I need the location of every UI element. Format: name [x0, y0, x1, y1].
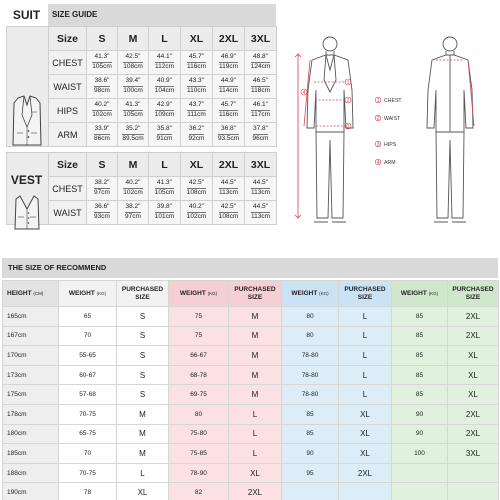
- cm-value: 93.5cm: [217, 135, 240, 142]
- recommend-row: [3, 483, 499, 500]
- inch-value: 36.2": [189, 125, 204, 133]
- purchased-size-cell: 2XL: [448, 326, 499, 346]
- cm-value: 104cm: [154, 87, 175, 94]
- marker-1: 1: [346, 79, 350, 86]
- inch-value: 44.5": [221, 179, 236, 187]
- weight-cell: 66-67: [169, 346, 229, 366]
- inch-value: 41.3": [125, 101, 141, 109]
- marker-4: 4: [302, 89, 306, 96]
- cm-value: 113cm: [250, 189, 271, 196]
- cm-value: 118cm: [250, 87, 271, 94]
- inch-value: 40.9": [157, 77, 172, 85]
- weight-cell: [282, 483, 339, 500]
- height-cell: 178cm: [3, 404, 59, 424]
- size-column-header: XL: [181, 153, 213, 177]
- measure-cell: [245, 51, 277, 75]
- purchased-size-cell: S: [117, 326, 169, 346]
- purchased-size-cell: XL: [117, 483, 169, 500]
- inch-value: 36.6": [94, 203, 110, 211]
- purchased-size-cell: 2XL: [448, 307, 499, 327]
- inch-value: 38.2": [94, 179, 110, 187]
- marker-3: 3: [346, 123, 350, 130]
- cm-value: 116cm: [186, 63, 207, 70]
- recommend-row: [3, 385, 499, 405]
- weight-cell: 70: [59, 444, 117, 464]
- weight-header: WEIGHT (KG): [282, 281, 339, 307]
- weight-cell: 78: [59, 483, 117, 500]
- weight-cell: 65-75: [59, 424, 117, 444]
- purchased-size-cell: L: [229, 424, 282, 444]
- weight-cell: 75-85: [169, 444, 229, 464]
- measure-cell: [149, 123, 181, 147]
- cm-value: 89.5cm: [122, 135, 144, 142]
- recommend-row: [3, 444, 499, 464]
- weight-header: WEIGHT (KG): [392, 281, 448, 307]
- cm-value: 112cm: [154, 63, 175, 70]
- inch-value: 46.9": [221, 53, 236, 61]
- measure-cell: [87, 177, 118, 201]
- measure-cell: [245, 99, 277, 123]
- measure-cell: [213, 201, 245, 225]
- size-column-header: 2XL: [213, 27, 245, 51]
- cm-value: 108cm: [123, 63, 143, 70]
- vest-label: VEST: [10, 173, 43, 187]
- purchased-size-cell: S: [117, 307, 169, 327]
- measure-cell: [245, 177, 277, 201]
- weight-cell: 78-80: [282, 346, 339, 366]
- cm-value: 98cm: [94, 87, 110, 94]
- inch-value: 35.2": [125, 125, 141, 133]
- height-cell: 185cm: [3, 444, 59, 464]
- recommend-row: [3, 346, 499, 366]
- purchased-size-cell: XL: [339, 424, 392, 444]
- weight-cell: 85: [392, 326, 448, 346]
- weight-cell: 75-80: [169, 424, 229, 444]
- inch-value: 38.6": [94, 77, 110, 85]
- vest-icon: [8, 193, 46, 233]
- purchased-size-cell: L: [339, 385, 392, 405]
- cm-value: 100cm: [123, 87, 143, 94]
- recommend-row: [3, 307, 499, 327]
- size-column-header: S: [87, 153, 118, 177]
- inch-value: 44.5": [253, 203, 268, 211]
- purchased-size-header: PURCHASED SIZE: [229, 281, 282, 307]
- weight-cell: 80: [282, 326, 339, 346]
- cm-value: 111cm: [187, 111, 206, 118]
- purchased-size-cell: L: [339, 326, 392, 346]
- purchased-size-cell: M: [117, 444, 169, 464]
- weight-cell: 90: [282, 444, 339, 464]
- weight-cell: 65: [59, 307, 117, 327]
- cm-value: 105cm: [92, 63, 112, 70]
- recommend-row: [3, 326, 499, 346]
- measurement-diagram: [290, 30, 495, 230]
- weight-cell: 78-80: [282, 385, 339, 405]
- cm-value: 117cm: [250, 111, 271, 118]
- purchased-size-cell: M: [229, 307, 282, 327]
- measure-cell: [118, 123, 149, 147]
- size-header: Size: [49, 153, 87, 177]
- cm-value: 97cm: [125, 213, 141, 220]
- weight-cell: 95: [282, 463, 339, 483]
- legend-num-arm: 4: [376, 159, 380, 166]
- size-column-header: M: [118, 27, 149, 51]
- weight-header: WEIGHT (KG): [59, 281, 117, 307]
- vest-size-header-row: [7, 153, 277, 177]
- measure-cell: [149, 201, 181, 225]
- cm-value: 116cm: [218, 111, 239, 118]
- purchased-size-cell: L: [117, 463, 169, 483]
- cm-value: 86cm: [94, 135, 110, 142]
- measure-cell: [181, 99, 213, 123]
- legend-waist: WAIST: [384, 116, 401, 122]
- inch-value: 38.2": [125, 203, 141, 211]
- inch-value: 40.2": [125, 179, 141, 187]
- measure-cell: [87, 201, 118, 225]
- purchased-size-cell: 2XL: [448, 404, 499, 424]
- cm-value: 96cm: [252, 135, 269, 142]
- measure-cell: [149, 99, 181, 123]
- cm-value: 108cm: [186, 189, 207, 196]
- measure-cell: [149, 51, 181, 75]
- inch-value: 42.5": [125, 53, 141, 61]
- inch-value: 46.1": [253, 101, 268, 109]
- purchased-size-cell: XL: [448, 365, 499, 385]
- weight-cell: 85: [282, 424, 339, 444]
- purchased-size-cell: XL: [448, 385, 499, 405]
- weight-cell: 68-78: [169, 365, 229, 385]
- purchased-size-cell: S: [117, 385, 169, 405]
- recommend-header-row: [3, 281, 499, 307]
- weight-header: WEIGHT (KG): [169, 281, 229, 307]
- size-guide-table: [6, 26, 277, 225]
- purchased-size-cell: 2XL: [229, 483, 282, 500]
- suit-label: SUIT: [12, 8, 41, 22]
- height-cell: 173cm: [3, 365, 59, 385]
- inch-value: 44.9": [221, 77, 236, 85]
- weight-cell: 82: [169, 483, 229, 500]
- measure-cell: [87, 99, 118, 123]
- weight-cell: 55-65: [59, 346, 117, 366]
- weight-cell: 57-68: [59, 385, 117, 405]
- size-column-header: L: [149, 27, 181, 51]
- weight-cell: 85: [392, 346, 448, 366]
- inch-value: 43.7": [189, 101, 204, 109]
- height-cell: 170cm: [3, 346, 59, 366]
- size-column-header: XL: [181, 27, 213, 51]
- weight-cell: 78-80: [282, 365, 339, 385]
- inch-value: 46.5": [253, 77, 268, 85]
- size-column-header: 3XL: [245, 153, 277, 177]
- height-cell: 167cm: [3, 326, 59, 346]
- weight-cell: 90: [392, 424, 448, 444]
- legend-num-chest: 1: [376, 97, 380, 104]
- measure-cell: [118, 51, 149, 75]
- cm-value: 102cm: [92, 111, 112, 118]
- cm-value: 92cm: [188, 135, 205, 142]
- inch-value: 40.2": [189, 203, 204, 211]
- inch-value: 39.4": [125, 77, 141, 85]
- measure-cell: [87, 123, 118, 147]
- measure-cell: [213, 99, 245, 123]
- cm-value: 109cm: [154, 111, 175, 118]
- inch-value: 42.5": [221, 203, 236, 211]
- recommend-row: [3, 463, 499, 483]
- recommend-row: [3, 424, 499, 444]
- back-measure-lines: [436, 60, 474, 126]
- measure-label: CHEST: [49, 51, 87, 75]
- purchased-size-cell: M: [229, 326, 282, 346]
- weight-cell: 100: [392, 444, 448, 464]
- weight-cell: 70: [59, 326, 117, 346]
- suit-figure-illustration: [290, 30, 495, 230]
- inch-value: 45.7": [189, 53, 204, 61]
- measure-cell: [149, 75, 181, 99]
- inch-value: 42.5": [189, 179, 204, 187]
- measure-cell: [245, 201, 277, 225]
- size-header: Size: [49, 27, 87, 51]
- measure-cell: [181, 177, 213, 201]
- weight-cell: 75: [169, 326, 229, 346]
- weight-cell: [392, 463, 448, 483]
- purchased-size-cell: [448, 483, 499, 500]
- purchased-size-cell: XL: [448, 346, 499, 366]
- cm-value: 102cm: [123, 189, 143, 196]
- measure-label: HIPS: [49, 99, 87, 123]
- front-measure-lines: [295, 54, 346, 218]
- measure-cell: [213, 123, 245, 147]
- cm-value: 101cm: [154, 213, 175, 220]
- inch-value: 43.3": [189, 77, 204, 85]
- weight-cell: 85: [282, 404, 339, 424]
- suit-jacket-icon: [8, 90, 46, 152]
- measure-cell: [149, 177, 181, 201]
- measure-cell: [245, 75, 277, 99]
- purchased-size-cell: M: [117, 404, 169, 424]
- weight-cell: 70-75: [59, 463, 117, 483]
- legend-num-hips: 3: [376, 141, 380, 148]
- size-column-header: L: [149, 153, 181, 177]
- cm-value: 108cm: [218, 213, 239, 220]
- measure-cell: [181, 123, 213, 147]
- purchased-size-cell: 2XL: [448, 424, 499, 444]
- measure-cell: [213, 75, 245, 99]
- purchased-size-cell: XL: [229, 463, 282, 483]
- measure-label: CHEST: [49, 177, 87, 201]
- weight-cell: 85: [392, 385, 448, 405]
- weight-cell: 60-67: [59, 365, 117, 385]
- measure-label: ARM: [49, 123, 87, 147]
- weight-cell: 80: [169, 404, 229, 424]
- purchased-size-cell: [339, 483, 392, 500]
- inch-value: 44.5": [253, 179, 268, 187]
- suit-size-header-row: [7, 27, 277, 51]
- purchased-size-cell: S: [117, 346, 169, 366]
- cm-value: 105cm: [123, 111, 143, 118]
- size-column-header: M: [118, 153, 149, 177]
- purchased-size-header: PURCHASED SIZE: [448, 281, 499, 307]
- cm-value: 102cm: [186, 213, 207, 220]
- size-guide-title: SIZE GUIDE: [48, 4, 276, 26]
- purchased-size-cell: XL: [339, 404, 392, 424]
- measure-cell: [245, 123, 277, 147]
- cm-value: 119cm: [218, 63, 239, 70]
- cm-value: 97cm: [94, 189, 110, 196]
- legend-num-waist: 2: [376, 115, 380, 122]
- purchased-size-cell: 3XL: [448, 444, 499, 464]
- size-column-header: 2XL: [213, 153, 245, 177]
- measure-cell: [181, 51, 213, 75]
- purchased-size-header: PURCHASED SIZE: [117, 281, 169, 307]
- purchased-size-cell: [448, 463, 499, 483]
- purchased-size-cell: XL: [339, 444, 392, 464]
- inch-value: 40.2": [94, 101, 110, 109]
- inch-value: 37.8": [253, 125, 268, 133]
- purchased-size-cell: L: [229, 404, 282, 424]
- weight-cell: 85: [392, 365, 448, 385]
- purchased-size-cell: 2XL: [339, 463, 392, 483]
- measure-cell: [87, 51, 118, 75]
- measure-cell: [181, 201, 213, 225]
- cm-value: 91cm: [156, 135, 173, 142]
- purchased-size-cell: M: [117, 424, 169, 444]
- height-cell: 165cm: [3, 307, 59, 327]
- measure-cell: [118, 201, 149, 225]
- cm-value: 105cm: [154, 189, 175, 196]
- purchased-size-cell: M: [229, 385, 282, 405]
- measure-cell: [213, 51, 245, 75]
- purchased-size-header: PURCHASED SIZE: [339, 281, 392, 307]
- weight-cell: 75: [169, 307, 229, 327]
- inch-value: 48.8": [253, 53, 268, 61]
- weight-cell: 80: [282, 307, 339, 327]
- weight-cell: 78-90: [169, 463, 229, 483]
- height-cell: 175cm: [3, 385, 59, 405]
- height-cell: 190cm: [3, 483, 59, 500]
- inch-value: 45.7": [221, 101, 236, 109]
- purchased-size-cell: L: [339, 365, 392, 385]
- recommend-title: THE SIZE OF RECOMMEND: [2, 258, 498, 278]
- weight-cell: 70-75: [59, 404, 117, 424]
- legend-hips: HIPS: [384, 142, 397, 148]
- purchased-size-cell: L: [339, 346, 392, 366]
- back-figure: [427, 37, 473, 222]
- recommend-row: [3, 365, 499, 385]
- inch-value: 44.1": [157, 53, 172, 61]
- legend-arm: ARM: [384, 160, 396, 166]
- inch-value: 36.8": [221, 125, 236, 133]
- weight-cell: 85: [392, 307, 448, 327]
- cm-value: 113cm: [250, 213, 271, 220]
- size-column-header: S: [87, 27, 118, 51]
- inch-value: 35.8": [157, 125, 172, 133]
- purchased-size-cell: S: [117, 365, 169, 385]
- cm-value: 113cm: [218, 189, 239, 196]
- measure-cell: [118, 177, 149, 201]
- recommend-table: [2, 280, 499, 500]
- inch-value: 39.8": [157, 203, 172, 211]
- height-header: HEIGHT (CM): [3, 281, 59, 307]
- measure-cell: [181, 75, 213, 99]
- purchased-size-cell: L: [229, 444, 282, 464]
- marker-2: 2: [346, 97, 350, 104]
- recommend-row: [3, 404, 499, 424]
- inch-value: 42.9": [157, 101, 172, 109]
- weight-cell: 69-75: [169, 385, 229, 405]
- height-cell: 180cm: [3, 424, 59, 444]
- inch-value: 33.9": [94, 125, 110, 133]
- cm-value: 110cm: [186, 87, 207, 94]
- measure-cell: [118, 99, 149, 123]
- cm-value: 114cm: [218, 87, 239, 94]
- size-column-header: 3XL: [245, 27, 277, 51]
- measure-label: WAIST: [49, 201, 87, 225]
- cm-value: 124cm: [250, 63, 271, 70]
- purchased-size-cell: M: [229, 346, 282, 366]
- purchased-size-cell: L: [339, 307, 392, 327]
- cm-value: 93cm: [94, 213, 110, 220]
- legend-chest: CHEST: [384, 98, 402, 104]
- measure-cell: [87, 75, 118, 99]
- inch-value: 41.3": [157, 179, 172, 187]
- height-cell: 188cm: [3, 463, 59, 483]
- inch-value: 41.3": [94, 53, 110, 61]
- weight-cell: 90: [392, 404, 448, 424]
- purchased-size-cell: M: [229, 365, 282, 385]
- weight-cell: [392, 483, 448, 500]
- measure-cell: [213, 177, 245, 201]
- measure-cell: [118, 75, 149, 99]
- measure-label: WAIST: [49, 75, 87, 99]
